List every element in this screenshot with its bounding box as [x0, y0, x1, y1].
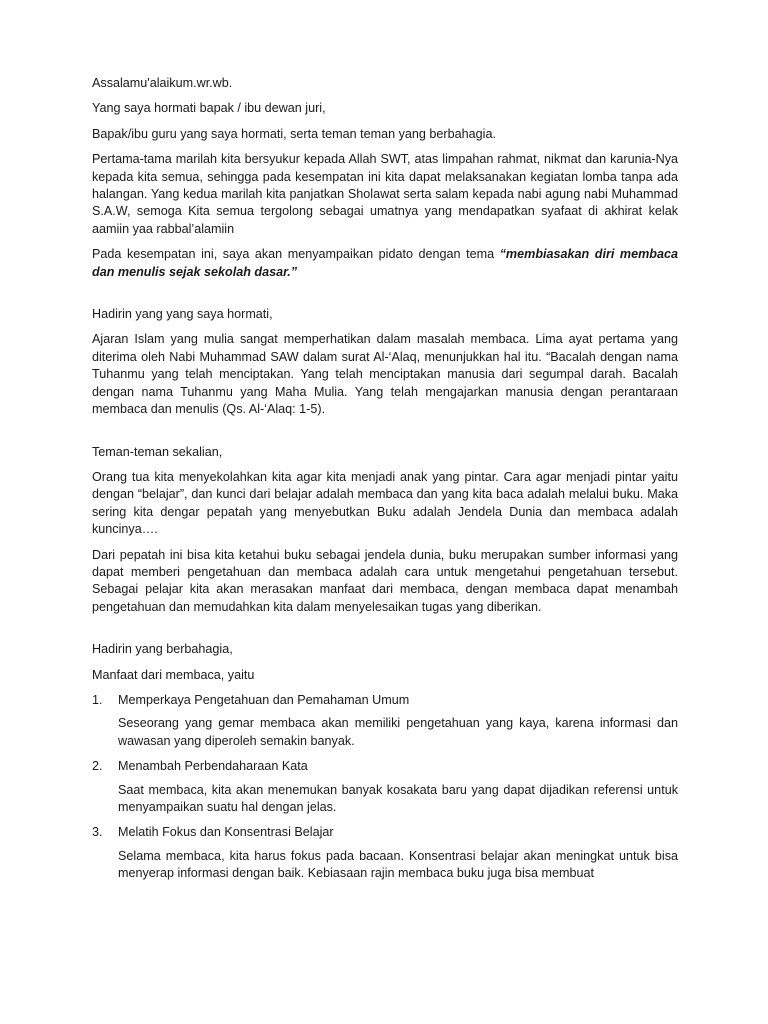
list-item — [92, 758, 678, 775]
salutation-judges: Yang saya hormati bapak / ibu dewan juri, — [92, 101, 326, 116]
parents-paragraph: Orang tua kita menyekolahkan kita agar kita menjadi anak yang pintar. Cara agar menjadi pintar yaitu dengan “belajar”, dan kunci dari belajar adalah membaca dan yang kita baca adalah melalui buku. Maka sering kita dengar pepatah yang menyebutkan Buku adalah Jendela Dunia dan membaca adalah kuncinya…. — [92, 469, 678, 537]
theme-title: “membiasakan diri membaca dan menulis sejak sekolah dasar.” — [92, 247, 679, 279]
document-page — [92, 75, 678, 891]
list-item — [92, 824, 678, 841]
theme-intro: Pada kesempatan ini, saya akan menyampaikan pidato dengan tema — [92, 247, 500, 262]
spacer — [92, 289, 678, 306]
list-number: 1. — [92, 692, 103, 707]
list-description: Saat membaca, kita akan menemukan banyak kosakata baru yang dapat dijadikan referensi untuk menyampaikan suatu hal dengan jelas. — [118, 782, 678, 814]
spacer — [92, 427, 678, 444]
list-item — [92, 692, 678, 709]
theme-paragraph — [92, 246, 678, 281]
list-description: Selama membaca, kita harus fokus pada bacaan. Konsentrasi belajar akan meningkat untuk bisa menyerap informasi dengan baik. Kebiasaan rajin membaca buku juga bisa membuat — [118, 848, 678, 881]
address-audience-1: Hadirin yang yang saya hormati, — [92, 307, 273, 322]
benefits-intro: Manfaat dari membaca, yaitu — [92, 667, 255, 682]
list-description: Seseorang yang gemar membaca akan memiliki pengetahuan yang kaya, karena informasi dan wawasan yang diperoleh semakin banyak. — [118, 716, 678, 748]
list-number: 3. — [92, 825, 103, 840]
list-title: Menambah Perbendaharaan Kata — [118, 759, 308, 774]
opening-paragraph: Pertama-tama marilah kita bersyukur kepada Allah SWT, atas limpahan rahmat, nikmat dan karunia-Nya kepada kita semua, sehingga pada kesempatan ini kita dapat melaksanakan kegiatan lomba tanpa ada halangan. Yang kedua marilah kita panjatkan Sholawat serta salam kepada nabi agung nabi Muhammad S.A.W, semoga Kita semua tergolong sebagai umatnya yang mendapatkan syafaat di akhirat kelak aamiin yaa rabbal’alamiin — [92, 152, 678, 236]
benefits-list — [92, 692, 678, 883]
list-number: 2. — [92, 759, 103, 774]
proverb-paragraph: Dari pepatah ini bisa kita ketahui buku sebagai jendela dunia, buku merupakan sumber informasi yang dapat memberi pengetahuan dan membaca adalah cara untuk mengetahui pengetahuan tersebut. Sebagai pelajar kita akan merasakan manfaat dari membaca, dengan membaca dapat menambah pengetahuan dan memudahkan kita dalam menyelesaikan tugas yang diberikan. — [92, 547, 678, 614]
list-title: Memperkaya Pengetahuan dan Pemahaman Umum — [118, 692, 410, 707]
islam-paragraph: Ajaran Islam yang mulia sangat memperhatikan dalam masalah membaca. Lima ayat pertama yang diterima oleh Nabi Muhammad SAW dalam surat Al-‘Alaq, menunjukkan hal itu. “Bacalah dengan nama Tuhanmu yang telah menciptakan. Yang telah menciptakan manusia dari segumpal darah. Bacalah dengan nama Tuhanmu yang Maha Mulia. Yang telah mengajarkan manusia dengan perantaraan membaca dan menulis (Qs. Al-‘Alaq: 1-5). — [92, 332, 678, 417]
address-friends: Teman-teman sekalian, — [92, 444, 223, 459]
list-title: Melatih Fokus dan Konsentrasi Belajar — [118, 825, 334, 840]
address-audience-2: Hadirin yang berbahagia, — [92, 642, 233, 657]
greeting: Assalamu'alaikum.wr.wb. — [92, 76, 233, 90]
salutation-teachers: Bapak/ibu guru yang saya hormati, serta teman teman yang berbahagia. — [92, 126, 496, 141]
spacer — [92, 624, 678, 641]
